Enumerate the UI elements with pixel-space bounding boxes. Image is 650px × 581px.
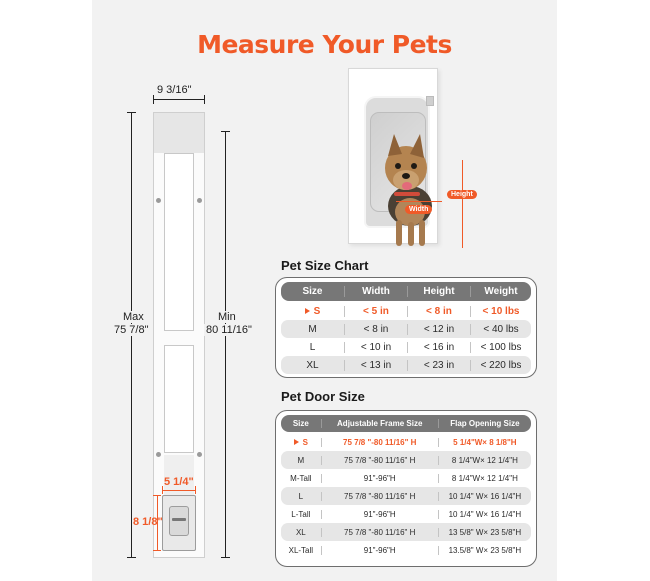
flap-height-cap-top [153, 495, 161, 496]
door-size-row-m [281, 451, 531, 469]
lower-glass [164, 345, 194, 453]
dog-image [364, 132, 448, 250]
max-label: Max [123, 311, 144, 323]
flap-width-cap-right [195, 486, 196, 494]
size-chart-row-s [281, 302, 531, 320]
flap-width-label: 5 1/4" [164, 476, 194, 488]
pointer-icon [305, 308, 310, 314]
max-cap-bottom [127, 557, 136, 558]
door-size-row-l-tall [281, 505, 531, 523]
door-frame [153, 112, 205, 558]
screw-right [197, 198, 202, 203]
flap-height-cap-bottom [153, 550, 161, 551]
size-chart-cell: < 8 in [407, 306, 470, 317]
door-size-cell: 75 7/8 "-80 11/16" H [321, 438, 438, 447]
top-width-cap-right [204, 95, 205, 104]
top-width-label: 9 3/16" [157, 84, 192, 96]
size-chart-header [281, 282, 531, 301]
size-chart-row-xl [281, 356, 531, 374]
size-chart-cell: XL [306, 359, 319, 371]
screw-right-lower [197, 452, 202, 457]
screw-left [156, 198, 161, 203]
door-size-cell: 10 1/4" W× 16 1/4"H [438, 492, 531, 501]
size-chart-header-height: Height [407, 286, 470, 297]
mini-flap [169, 506, 189, 536]
door-size-cell: M-Tall [290, 473, 312, 483]
flap-width-line [162, 490, 196, 491]
min-cap-bottom [221, 557, 230, 558]
size-chart-cell: M [308, 323, 317, 335]
door-size-header [281, 415, 531, 432]
size-chart-cell: < 12 in [407, 324, 470, 335]
door-size-cell: 13.5/8" W× 23 5/8"H [438, 546, 531, 555]
flap-width-cap-left [162, 486, 163, 494]
door-size-cell: 13 5/8" W× 23 5/8"H [438, 528, 531, 537]
size-chart-cell: < 13 in [344, 360, 407, 371]
size-chart-header-weight: Weight [470, 286, 531, 297]
size-chart-cell: < 100 lbs [470, 342, 531, 353]
size-chart-cell: < 8 in [344, 324, 407, 335]
min-label: Min [218, 311, 236, 323]
size-chart-cell: < 220 lbs [470, 360, 531, 371]
door-size-cell: 91"-96"H [321, 510, 438, 519]
top-width-line [153, 99, 205, 100]
door-size-cell: L-Tall [291, 509, 311, 519]
door-size-cell: 5 1/4"W× 8 1/8"H [438, 438, 531, 447]
door-size-cell: L [298, 491, 304, 501]
door-size-cell: 75 7/8 "-80 11/16" H [321, 492, 438, 501]
size-chart-cell: < 40 lbs [470, 324, 531, 335]
min-value: 80 11/16" [206, 324, 252, 336]
photo-height-line [462, 160, 463, 248]
door-size-cell: 10 1/4" W× 16 1/4"H [438, 510, 531, 519]
door-size-cell: 8 1/4"W× 12 1/4"H [438, 474, 531, 483]
min-cap-top [221, 131, 230, 132]
page-title: Measure Your Pets [197, 30, 452, 59]
mini-pet-door [162, 495, 196, 551]
size-chart-cell: < 16 in [407, 342, 470, 353]
door-size-cell: 8 1/4"W× 12 1/4"H [438, 456, 531, 465]
door-size-header-flap: Flap Opening Size [438, 419, 531, 428]
max-cap-top [127, 112, 136, 113]
door-size-cell: 91"-96"H [321, 546, 438, 555]
door-size-cell: 75 7/8 "-80 11/16" H [321, 528, 438, 537]
photo-height-tag: Height [447, 190, 477, 199]
size-chart-cell: < 5 in [344, 306, 407, 317]
min-height-line [225, 131, 226, 558]
door-size-cell: 75 7/8 "-80 11/16" H [321, 456, 438, 465]
door-size-row-s [281, 433, 531, 451]
door-size-cell: S [281, 438, 321, 447]
size-chart-cell: S [281, 306, 344, 317]
door-size-header-size: Size [292, 419, 309, 428]
photo-width-line [396, 201, 442, 202]
top-rail [154, 113, 204, 153]
size-chart-table [275, 277, 537, 378]
door-size-cell: XL [295, 527, 306, 537]
size-chart-title: Pet Size Chart [281, 258, 369, 273]
door-latch [426, 96, 434, 106]
door-size-row-xl-tall [281, 541, 531, 559]
size-chart-header-width: Width [344, 286, 407, 297]
upper-glass [164, 153, 194, 331]
size-chart-cell: < 10 in [344, 342, 407, 353]
door-size-table [275, 410, 537, 567]
door-size-header-frame: Adjustable Frame Size [321, 419, 438, 428]
lower-panel [164, 455, 194, 495]
top-width-cap-left [153, 95, 154, 104]
size-chart-cell: < 23 in [407, 360, 470, 371]
door-size-cell: 91"-96"H [321, 474, 438, 483]
mini-logo [172, 518, 186, 521]
size-chart-cell: L [309, 341, 316, 353]
size-chart-row-m [281, 320, 531, 338]
photo-width-tag: Width [405, 205, 432, 214]
max-value: 75 7/8" [114, 324, 149, 336]
pointer-icon [294, 439, 299, 445]
size-chart-row-l [281, 338, 531, 356]
door-size-row-l [281, 487, 531, 505]
door-size-row-m-tall [281, 469, 531, 487]
size-chart-cell: < 10 lbs [470, 306, 531, 317]
door-size-cell: M [297, 455, 305, 465]
flap-height-label: 8 1/8" [133, 516, 163, 528]
door-size-cell: XL-Tall [288, 545, 314, 555]
door-size-row-xl [281, 523, 531, 541]
door-size-title: Pet Door Size [281, 389, 365, 404]
size-chart-header-size: Size [302, 286, 323, 297]
screw-left-lower [156, 452, 161, 457]
